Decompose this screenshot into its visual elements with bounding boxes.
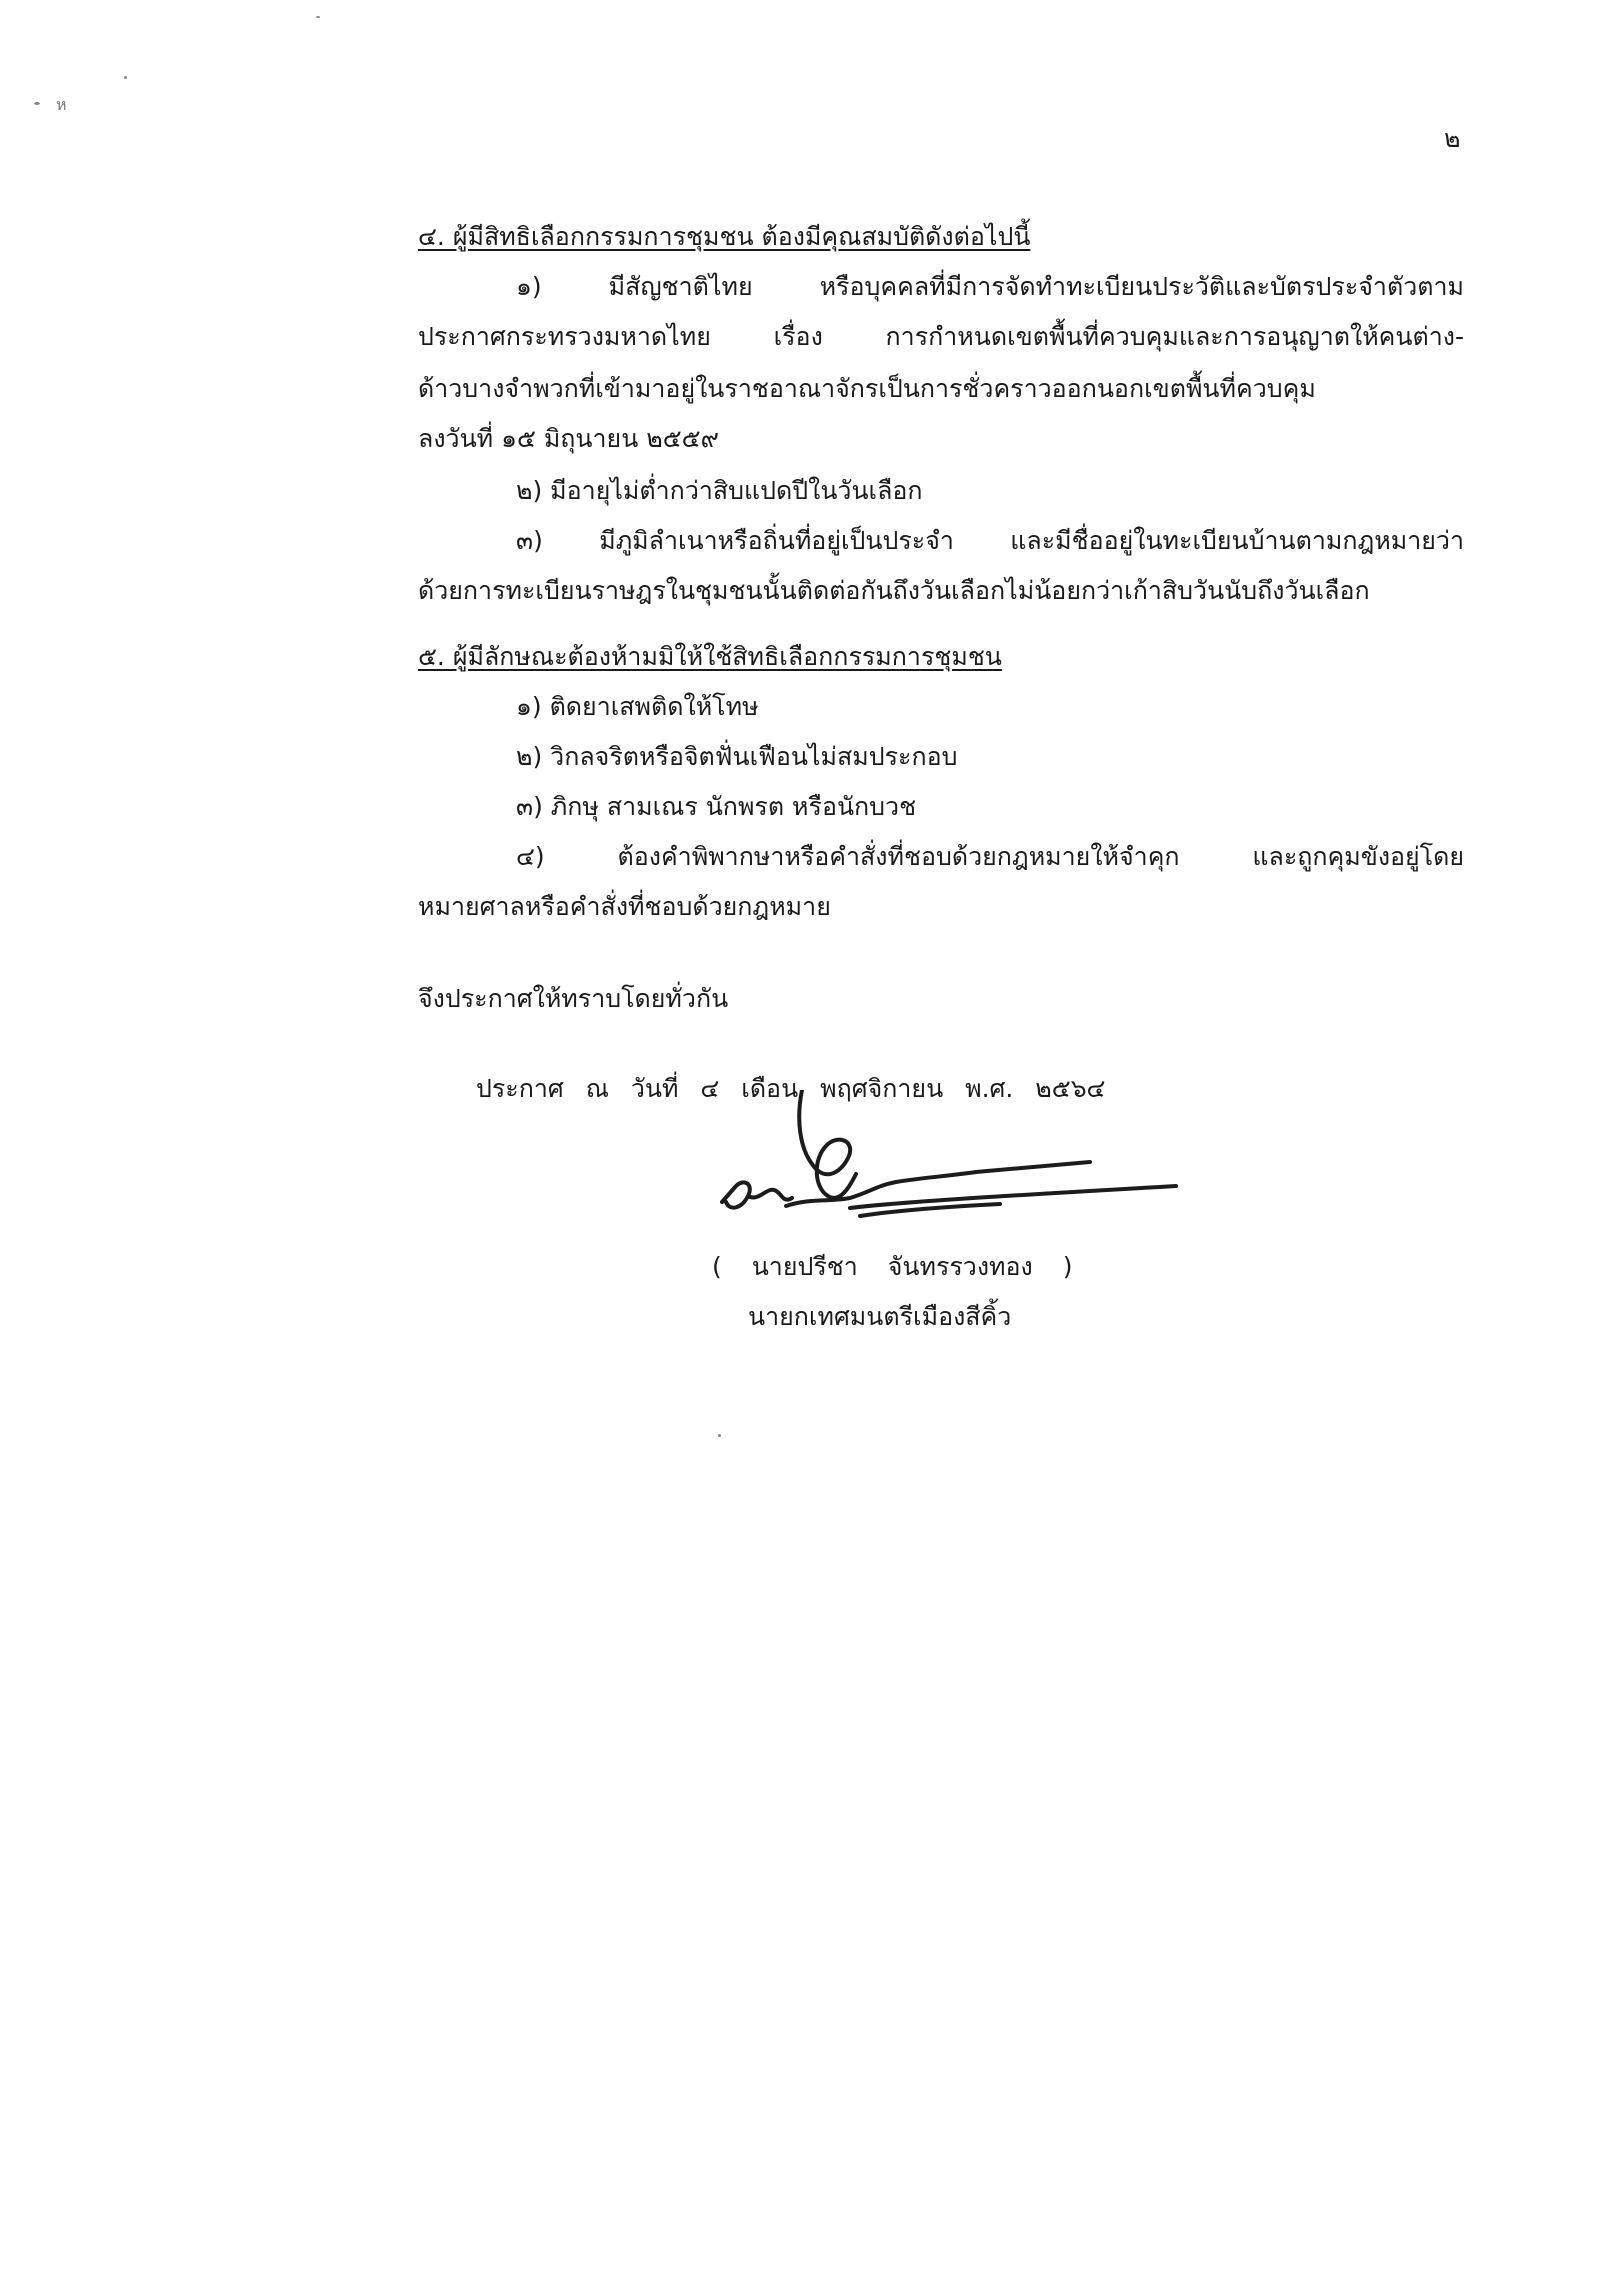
section4-item1-line3: ด้าวบางจำพวกที่เข้ามาอยู่ในราชอาณาจักรเป็นการชั่วคราวออกนอกเขตพื้นที่ควบคุม bbox=[418, 374, 1316, 403]
scan-speck bbox=[316, 16, 320, 18]
section4-item1-line4: ลงวันที่ ๑๕ มิถุนายน ๒๕๕๙ bbox=[418, 424, 719, 453]
section4-item3-line1: ๓) มีภูมิลำเนาหรือถิ่นที่อยู่เป็นประจำ และมีชื่ออยู่ในทะเบียนบ้านตามกฎหมายว่า bbox=[516, 526, 1464, 555]
section4-heading: ๔. ผู้มีสิทธิเลือกกรรมการชุมชน ต้องมีคุณสมบัติดังต่อไปนี้ bbox=[418, 222, 1031, 251]
signature bbox=[700, 1090, 1190, 1250]
section5-heading: ๕. ผู้มีลักษณะต้องห้ามมิให้ใช้สิทธิเลือกกรรมการชุมชน bbox=[418, 642, 1002, 671]
scan-speck bbox=[34, 102, 40, 105]
section5-item1: ๑) ติดยาเสพติดให้โทษ bbox=[516, 692, 759, 721]
signer-title: นายกเทศมนตรีเมืองสีคิ้ว bbox=[748, 1302, 1012, 1331]
signer-name: ( นายปรีชา จันทรรวงทอง ) bbox=[712, 1252, 1073, 1281]
section5-item2: ๒) วิกลจริตหรือจิตฟั่นเฟือนไม่สมประกอบ bbox=[516, 742, 958, 771]
section5-item3: ๓) ภิกษุ สามเณร นักพรต หรือนักบวช bbox=[516, 792, 917, 821]
section4-item3-line2: ด้วยการทะเบียนราษฎรในชุมชนนั้นติดต่อกันถึงวันเลือกไม่น้อยกว่าเก้าสิบวันนับถึงวันเลือก bbox=[418, 576, 1370, 605]
page-number: ๒ bbox=[1444, 124, 1461, 153]
section4-item1-line1: ๑) มีสัญชาติไทย หรือบุคคลที่มีการจัดทำทะเบียนประวัติและบัตรประจำตัวตาม bbox=[516, 272, 1464, 301]
announcement-date: ประกาศ ณ วันที่ ๔ เดือน พฤศจิกายน พ.ศ. ๒๕๖๔ bbox=[476, 1074, 1106, 1103]
section4-item1-line2: ประกาศกระทรวงมหาดไทย เรื่อง การกำหนดเขตพื้นที่ควบคุมและการอนุญาตให้คนต่าง- bbox=[418, 322, 1464, 351]
closing-statement: จึงประกาศให้ทราบโดยทั่วกัน bbox=[418, 984, 729, 1013]
scan-speck bbox=[718, 1434, 721, 1437]
corner-mark: ห bbox=[56, 95, 67, 114]
section5-item4-line1: ๔) ต้องคำพิพากษาหรือคำสั่งที่ชอบด้วยกฎหมายให้จำคุก และถูกคุมขังอยู่โดย bbox=[516, 842, 1464, 871]
section5-item4-line2: หมายศาลหรือคำสั่งที่ชอบด้วยกฎหมาย bbox=[418, 892, 831, 921]
section4-item2: ๒) มีอายุไม่ต่ำกว่าสิบแปดปีในวันเลือก bbox=[516, 476, 923, 505]
scan-speck bbox=[124, 76, 127, 79]
